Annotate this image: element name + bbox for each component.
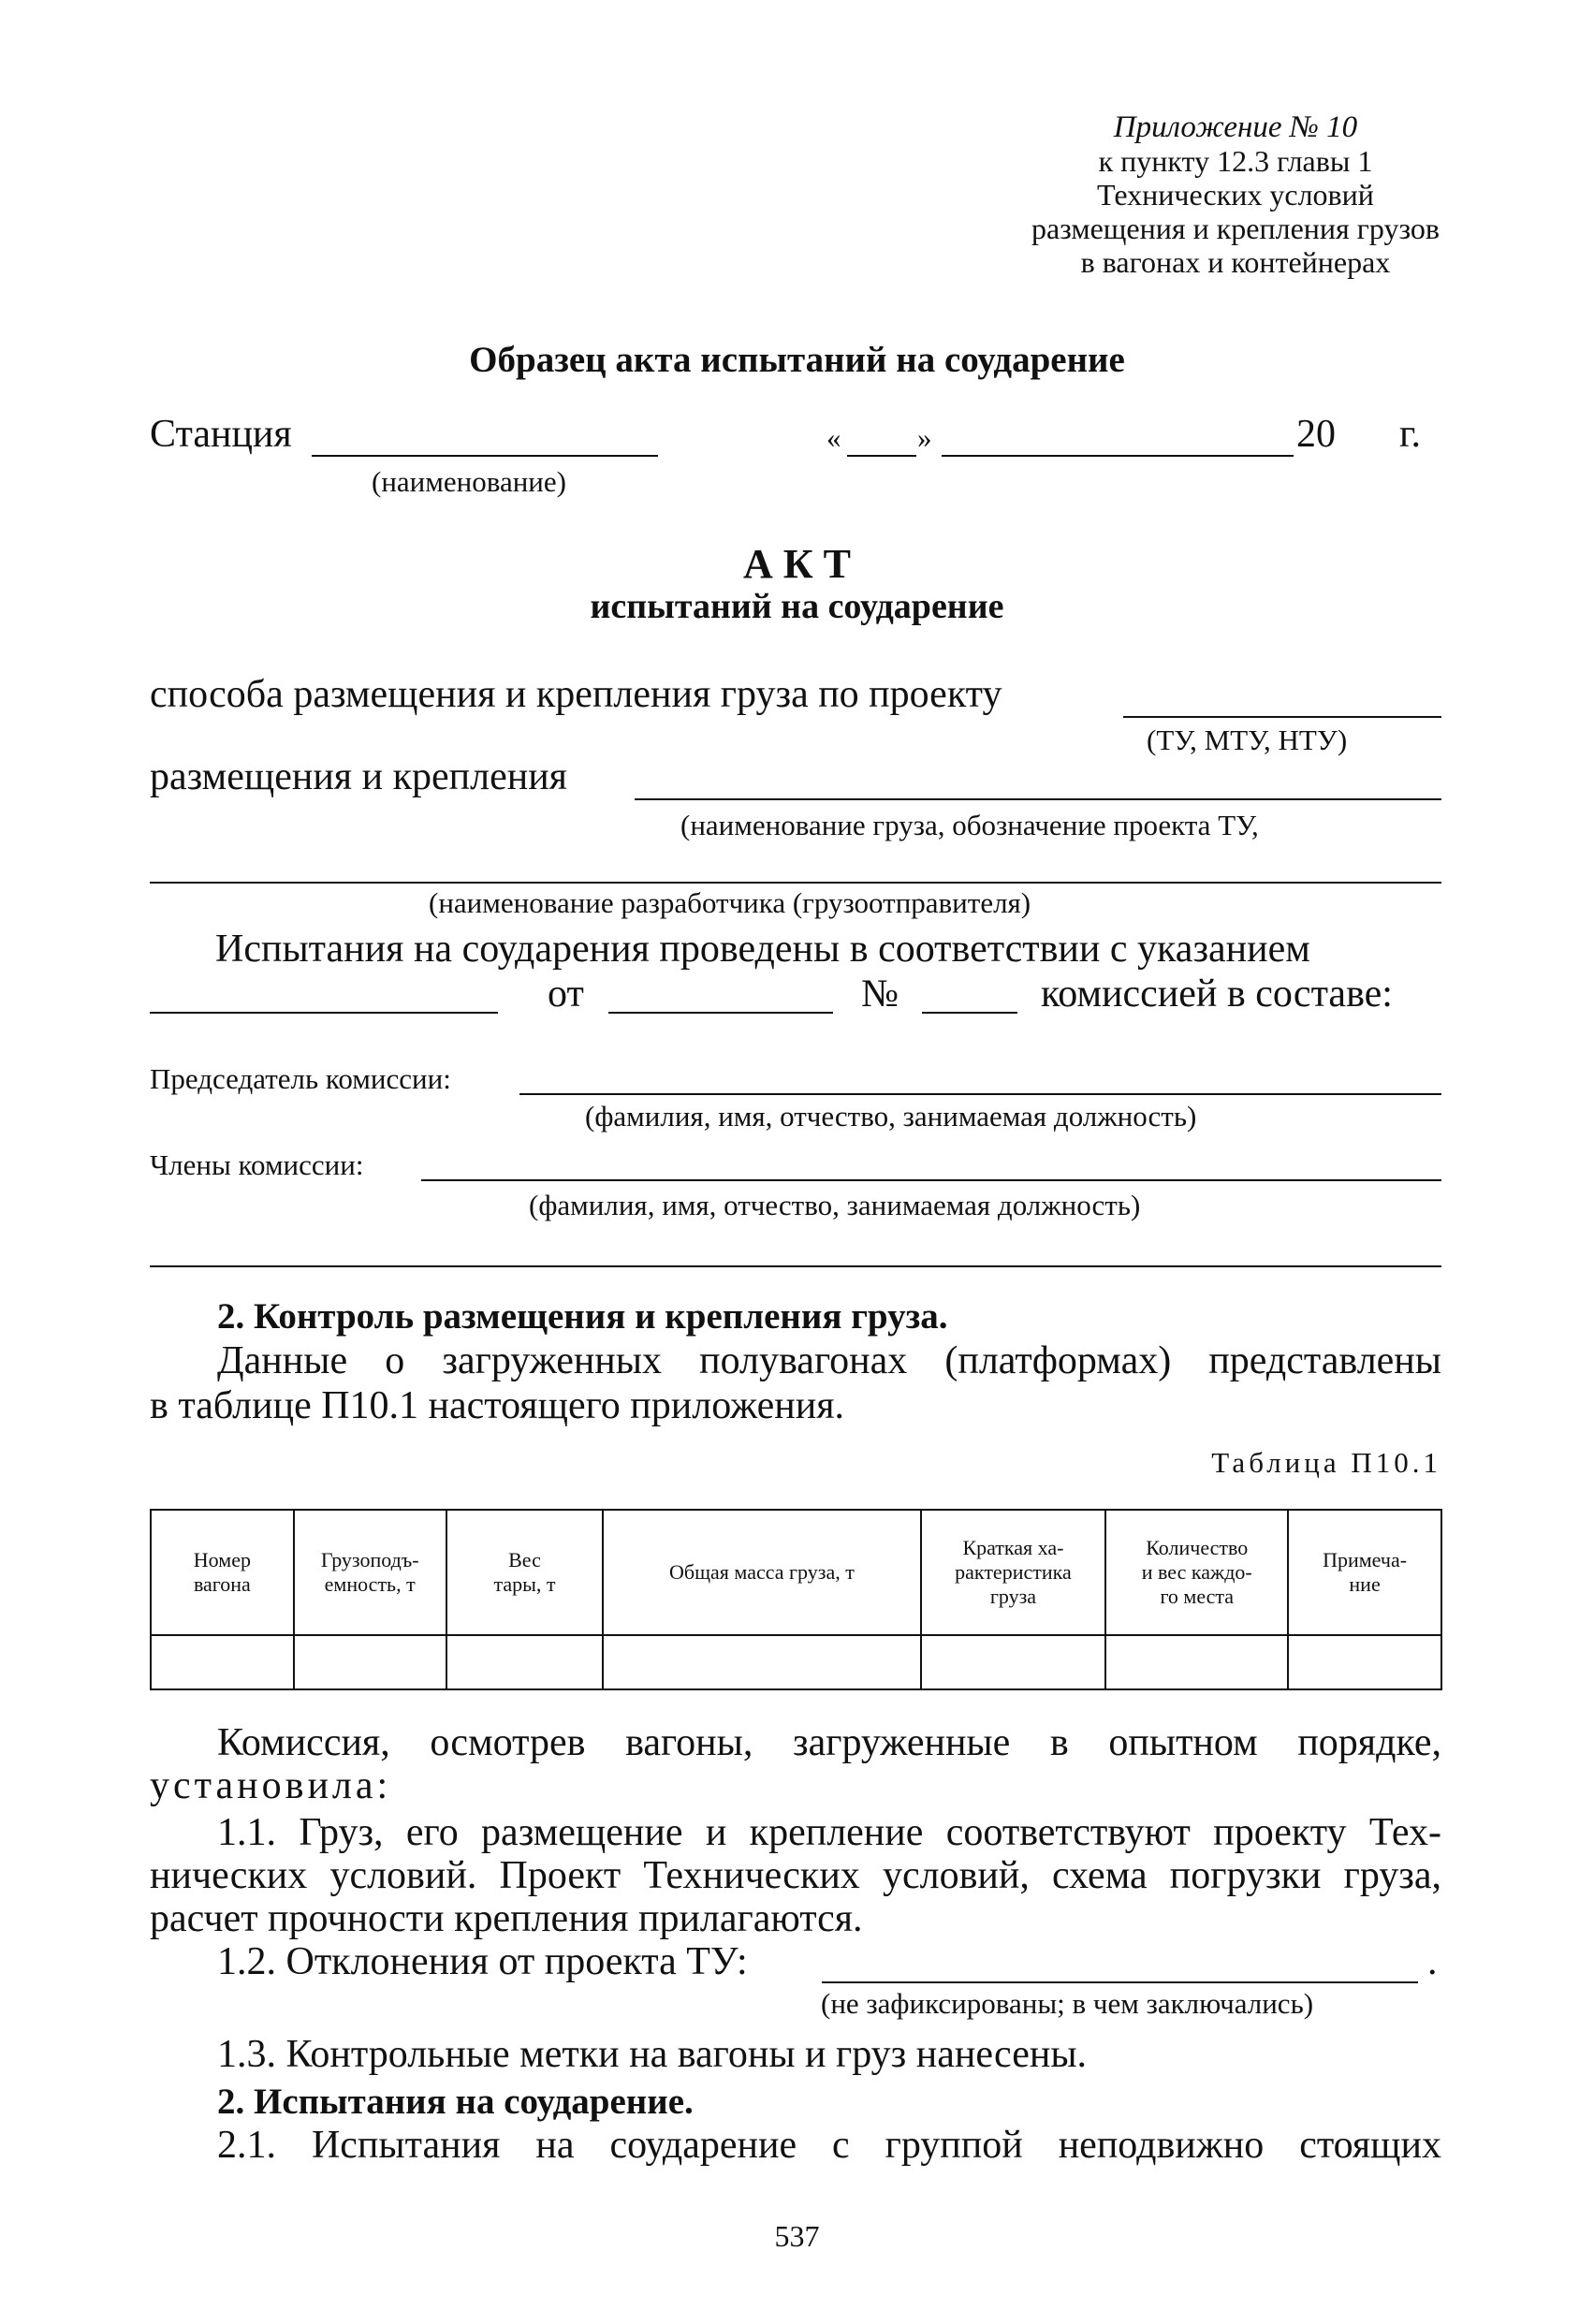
table-row	[151, 1635, 1441, 1689]
tests-from: от	[548, 972, 584, 1016]
year-suffix: г.	[1399, 413, 1421, 456]
col-header-notes: Примеча- ние	[1288, 1510, 1441, 1635]
col-header-pieces: Количество и вес каждо- го места	[1105, 1510, 1288, 1635]
tests-line-1: Испытания на соударения проведены в соответствии с указанием	[215, 928, 1310, 971]
cargo-blank	[635, 798, 1441, 800]
data-table	[150, 1509, 1442, 1690]
finding-1-1-line-2: нических условий. Проект Технических условий, схема погрузки груза,	[150, 1854, 1441, 1897]
appendix-line-3: размещения и крепления грузов	[1031, 212, 1440, 245]
members-blank-2	[150, 1265, 1441, 1267]
finding-1-2: 1.2. Отклонения от проекта ТУ:	[217, 1940, 748, 1983]
table-cell	[1288, 1635, 1441, 1689]
chairman-label: Председатель комиссии:	[150, 1062, 451, 1095]
date-close-quote: »	[917, 421, 932, 454]
station-label: Станция	[150, 413, 292, 456]
appendix-line-4: в вагонах и контейнерах	[1080, 245, 1391, 279]
col-header-total-mass: Общая масса груза, т	[603, 1510, 920, 1635]
year-prefix: 20	[1296, 413, 1336, 456]
finding-1-3: 1.3. Контрольные метки на вагоны и груз нанесены.	[217, 2033, 1088, 2076]
table-cell	[921, 1635, 1106, 1689]
method-caption-2: (наименование груза, обозначение проекта ТУ,	[680, 809, 1259, 841]
section2-heading: 2. Контроль размещения и крепления груза.	[217, 1296, 948, 1337]
col-header-cargo-description: Краткая ха- рактеристика груза	[921, 1510, 1106, 1635]
table-cell	[446, 1635, 604, 1689]
finding-1-2-caption: (не зафиксированы; в чем заключались)	[821, 1987, 1314, 2020]
method-caption-3: (наименование разработчика (грузоотправителя)	[429, 886, 1031, 919]
method-line-2: размещения и крепления	[150, 755, 567, 798]
act-subtitle: испытаний на соударение	[590, 587, 1004, 626]
station-caption: (наименование)	[372, 465, 566, 498]
method-caption-1: (ТУ, МТУ, НТУ)	[1147, 724, 1348, 756]
method-line-1: способа размещения и крепления груза по проекту	[150, 673, 1002, 716]
sample-title: Образец акта испытаний на соударение	[469, 340, 1125, 380]
col-header-car-number: Номер вагона	[151, 1510, 294, 1635]
date-blank	[608, 1012, 833, 1014]
appendix-title: Приложение № 10	[1113, 110, 1358, 144]
deviations-blank	[822, 1981, 1418, 1983]
members-label: Члены комиссии:	[150, 1148, 364, 1181]
chairman-caption: (фамилия, имя, отчество, занимаемая должность)	[585, 1100, 1197, 1133]
table-cell	[294, 1635, 446, 1689]
members-blank-1	[421, 1179, 1441, 1181]
page-number: 537	[774, 2219, 820, 2253]
number-blank	[922, 1012, 1017, 1014]
section-2-tests-heading: 2. Испытания на соударение.	[217, 2082, 694, 2122]
tests-number-sign: №	[861, 972, 899, 1016]
col-header-tare-weight: Вес тары, т	[446, 1510, 604, 1635]
section2-text-1: Данные о загруженных полувагонах (платформах) представлены	[217, 1339, 1441, 1382]
table-label: Таблица П10.1	[1211, 1446, 1441, 1479]
finding-1-1-line-1: 1.1. Груз, его размещение и крепление соответствуют проекту Тех-	[217, 1811, 1441, 1854]
finding-1-2-end: .	[1427, 1940, 1438, 1983]
instruction-blank	[150, 1012, 498, 1014]
station-blank	[312, 455, 658, 457]
date-open-quote: «	[826, 421, 841, 454]
section2-text-2: в таблице П10.1 настоящего приложения.	[150, 1384, 845, 1427]
act-title: А К Т	[742, 541, 852, 587]
table-cell	[603, 1635, 920, 1689]
finding-1-1-line-3: расчет прочности крепления прилагаются.	[150, 1897, 863, 1940]
members-caption: (фамилия, имя, отчество, занимаемая должность)	[529, 1189, 1141, 1221]
findings-intro-1: Комиссия, осмотрев вагоны, загруженные в опытном порядке,	[217, 1721, 1441, 1764]
table-header-row	[151, 1510, 1441, 1635]
date-month-blank	[942, 455, 1294, 457]
tests-commission: комиссией в составе:	[1041, 972, 1393, 1016]
table-cell	[1105, 1635, 1288, 1689]
date-day-blank	[847, 455, 916, 457]
appendix-line-1: к пункту 12.3 главы 1	[1098, 144, 1373, 178]
appendix-line-2: Технических условий	[1097, 178, 1374, 212]
developer-blank	[150, 882, 1441, 884]
appendix-block	[1031, 110, 1440, 279]
col-header-capacity: Грузоподъ- емность, т	[294, 1510, 446, 1635]
chairman-blank	[519, 1093, 1441, 1095]
findings-intro-2: установила:	[150, 1764, 392, 1807]
table-cell	[151, 1635, 294, 1689]
finding-2-1: 2.1. Испытания на соударение с группой неподвижно стоящих	[217, 2124, 1441, 2167]
project-blank	[1123, 716, 1441, 718]
